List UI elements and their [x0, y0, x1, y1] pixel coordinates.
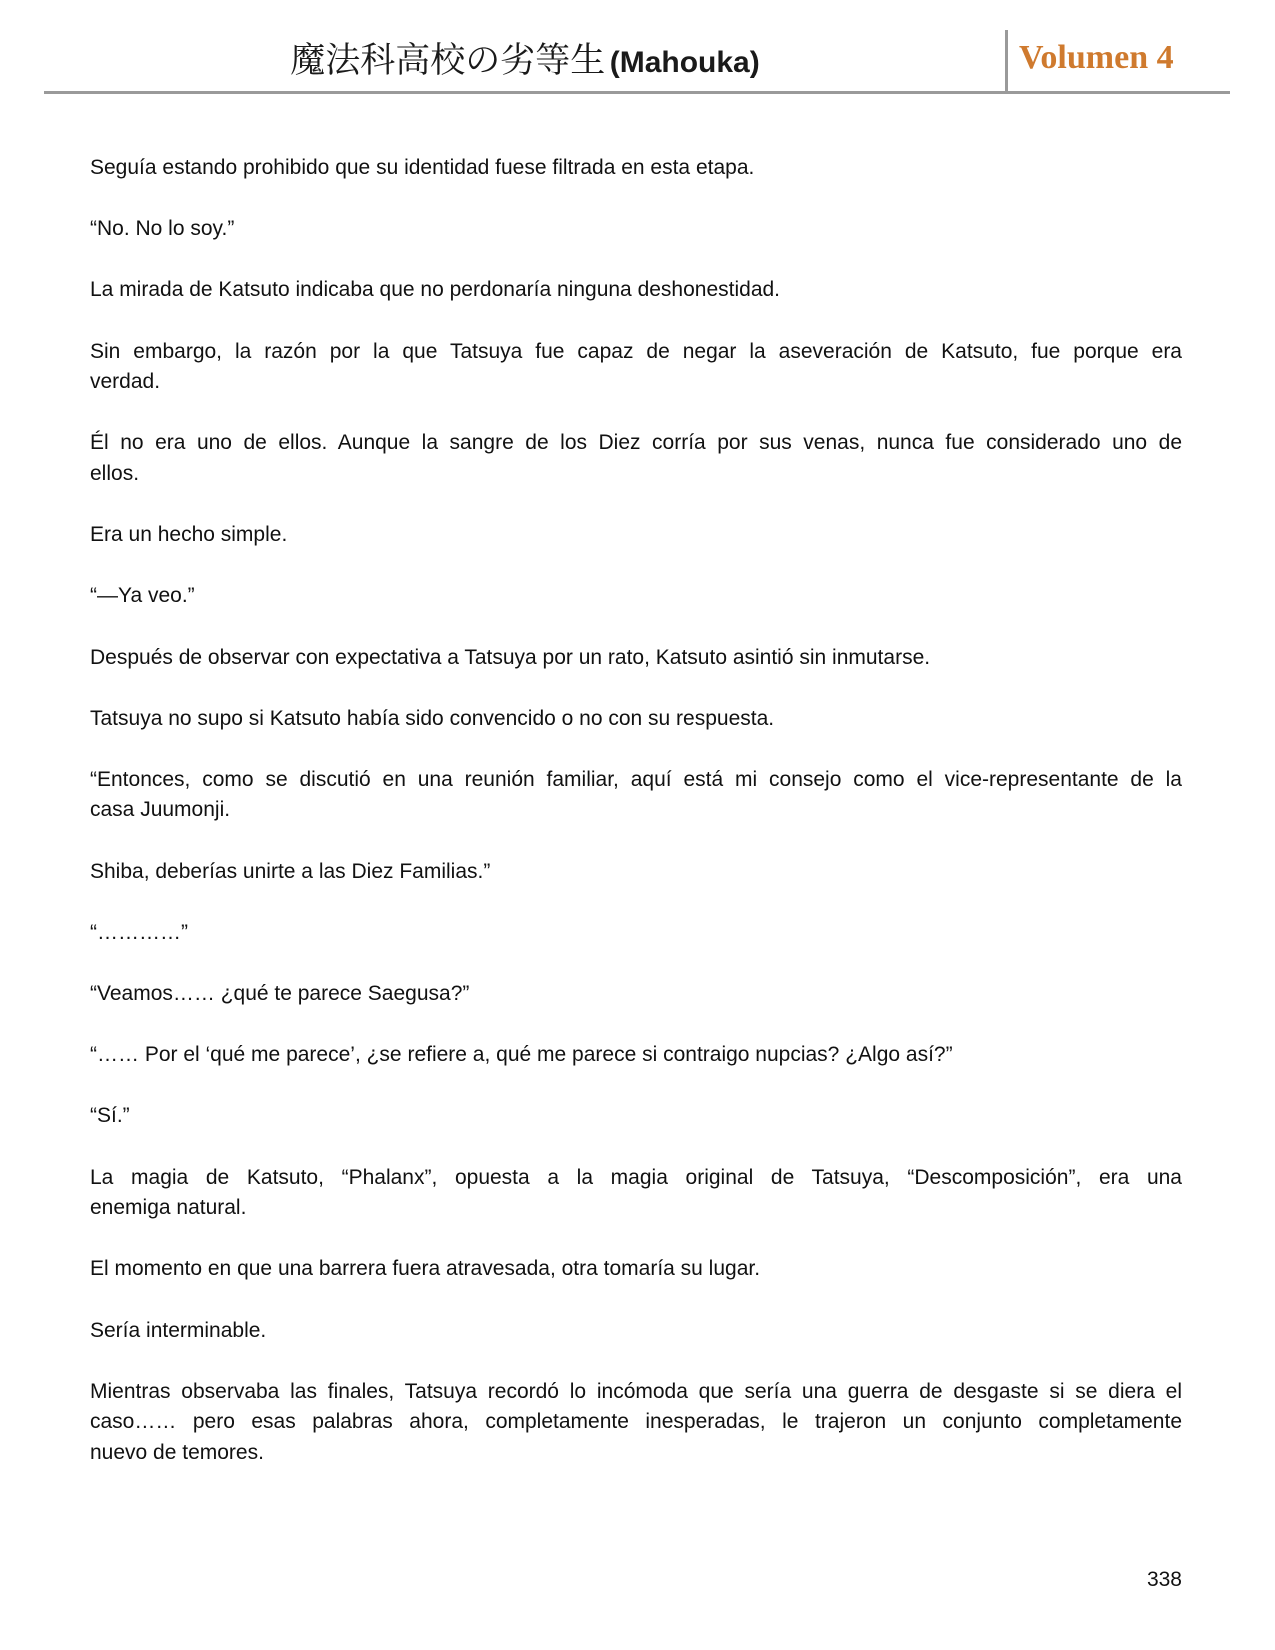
text-line: Era un hecho simple.	[90, 523, 288, 547]
text-line: “…… Por el ‘qué me parece’, ¿se refiere a, qué me parece si contraigo nupcias? ¿Algo así?”	[90, 1043, 953, 1067]
paragraph	[90, 1163, 1182, 1224]
page-number: 338	[1146, 1568, 1182, 1591]
paragraph	[90, 1040, 1182, 1071]
paragraph	[90, 918, 1182, 949]
text-line: Tatsuya no supo si Katsuto había sido convencido o no con su respuesta.	[90, 706, 775, 730]
paragraph	[90, 979, 1182, 1010]
text-line: Shiba, deberías unirte a las Diez Familias.”	[90, 859, 491, 883]
header-horizontal-rule	[44, 91, 1230, 94]
text-line: verdad.	[90, 370, 161, 394]
text-line: casa Juumonji.	[90, 798, 231, 822]
header-vertical-divider	[1005, 30, 1008, 93]
text-line: El momento en que una barrera fuera atravesada, otra tomaría su lugar.	[90, 1257, 761, 1281]
text-line: Mientras observaba las finales, Tatsuya recordó lo incómoda que sería una guerra de desgaste si se diera el	[90, 1379, 1182, 1403]
paragraph	[90, 643, 1182, 674]
text-line: La magia de Katsuto, “Phalanx”, opuesta a la magia original de Tatsuya, “Descomposición”, era una	[90, 1165, 1182, 1189]
paragraph	[90, 1316, 1182, 1347]
header-title-english: (Mahouka)	[609, 46, 760, 79]
text-line: La mirada de Katsuto indicaba que no perdonaría ninguna deshonestidad.	[90, 278, 781, 302]
text-line: Después de observar con expectativa a Tatsuya por un rato, Katsuto asintió sin inmutarse.	[90, 645, 931, 669]
paragraph	[90, 337, 1182, 398]
paragraph	[90, 520, 1182, 551]
text-line: ellos.	[90, 461, 140, 485]
text-line: enemiga natural.	[90, 1196, 247, 1220]
text-line: caso…… pero esas palabras ahora, completamente inesperadas, le trajeron un conjunto completamente	[90, 1410, 1182, 1434]
paragraph	[90, 857, 1182, 888]
paragraph	[90, 581, 1182, 612]
text-line: nuevo de temores.	[90, 1440, 264, 1464]
paragraph	[90, 275, 1182, 306]
paragraph	[90, 153, 1182, 184]
text-line: “Veamos…… ¿qué te parece Saegusa?”	[90, 982, 470, 1006]
text-line: Seguía estando prohibido que su identidad fuese filtrada en esta etapa.	[90, 156, 755, 179]
volume-label: Volumen 4	[1019, 39, 1174, 76]
text-line: “Entonces, como se discutió en una reunión familiar, aquí está mi consejo como el vice-representante de la	[90, 767, 1182, 791]
text-line: Sería interminable.	[90, 1318, 267, 1342]
page-body	[90, 153, 1182, 1469]
text-line: “Sí.”	[90, 1104, 130, 1128]
text-line: Sin embargo, la razón por la que Tatsuya fue capaz de negar la aseveración de Katsuto, fue porque era	[90, 339, 1182, 363]
paragraph	[90, 765, 1182, 826]
paragraph	[90, 428, 1182, 489]
text-line: “…………”	[90, 920, 188, 944]
paragraph	[90, 704, 1182, 735]
page-header-title	[175, 38, 875, 84]
text-line: “—Ya veo.”	[90, 584, 195, 608]
paragraph	[90, 1101, 1182, 1132]
text-line: “No. No lo soy.”	[90, 217, 235, 241]
text-line: Él no era uno de ellos. Aunque la sangre de los Diez corría por sus venas, nunca fue considerado uno de	[90, 431, 1182, 455]
paragraph	[90, 1254, 1182, 1285]
paragraph	[90, 214, 1182, 245]
header-title-japanese: 魔法科高校の劣等生	[290, 41, 606, 81]
paragraph	[90, 1377, 1182, 1469]
